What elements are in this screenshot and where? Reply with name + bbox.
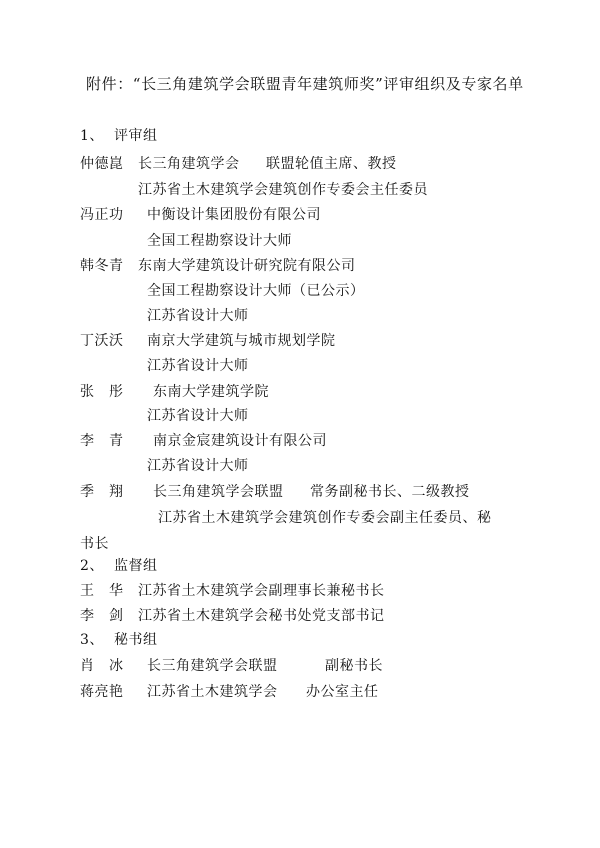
person-org: 南京大学建筑与城市规划学院: [147, 333, 336, 349]
person-extra: 全国工程勘察设计大师（已公示）: [147, 283, 365, 299]
person-role: 常务副秘书长、二级教授: [310, 484, 470, 500]
person-org: 南京金宸建筑设计有限公司: [153, 433, 327, 449]
person-org: 江苏省土木建筑学会秘书处党支部书记: [138, 608, 385, 624]
person-role: 办公室主任: [306, 684, 379, 700]
person-extra: 江苏省土木建筑学会建筑创作专委会副主任委员、秘: [158, 510, 492, 526]
person-org: 江苏省土木建筑学会: [147, 684, 278, 700]
person-extra: 江苏省设计大师: [147, 408, 249, 424]
person-name: 仲德崑: [80, 156, 124, 172]
section-heading: 秘书组: [114, 632, 158, 648]
person-name: 张 彤: [80, 384, 124, 400]
document-title: 附件：“长三角建筑学会联盟青年建筑师奖”评审组织及专家名单: [86, 75, 524, 93]
person-org: 中衡设计集团股份有限公司: [147, 207, 321, 223]
person-org: 东南大学建筑学院: [153, 384, 269, 400]
person-name: 李 剑: [80, 608, 124, 624]
section-number: 2、: [80, 558, 104, 574]
person-role: 副秘书长: [325, 658, 383, 674]
person-name: 蒋亮艳: [80, 684, 124, 700]
person-extra: 江苏省土木建筑学会建筑创作专委会主任委员: [138, 182, 428, 198]
person-extra-wrap: 书长: [80, 536, 109, 552]
person-org: 长三角建筑学会联盟: [147, 658, 278, 674]
section-heading: 评审组: [114, 128, 158, 144]
person-org: 长三角建筑学会联盟: [153, 484, 284, 500]
person-extra: 江苏省设计大师: [147, 358, 249, 374]
person-name: 李 青: [80, 433, 124, 449]
person-name: 季 翔: [80, 484, 124, 500]
person-extra: 全国工程勘察设计大师: [147, 233, 292, 249]
section-number: 1、: [80, 128, 104, 144]
section-heading: 监督组: [114, 558, 158, 574]
person-name: 肖 冰: [80, 658, 124, 674]
person-name: 韩冬青: [80, 258, 124, 274]
person-org: 长三角建筑学会: [138, 156, 240, 172]
person-name: 王 华: [80, 583, 124, 599]
person-org: 东南大学建筑设计研究院有限公司: [138, 258, 356, 274]
person-name: 冯正功: [80, 207, 124, 223]
person-extra: 江苏省设计大师: [147, 458, 249, 474]
person-name: 丁沃沃: [80, 333, 124, 349]
section-number: 3、: [80, 632, 104, 648]
person-extra: 江苏省设计大师: [147, 308, 249, 324]
person-org: 江苏省土木建筑学会副理事长兼秘书长: [138, 583, 385, 599]
person-role: 联盟轮值主席、教授: [266, 156, 397, 172]
